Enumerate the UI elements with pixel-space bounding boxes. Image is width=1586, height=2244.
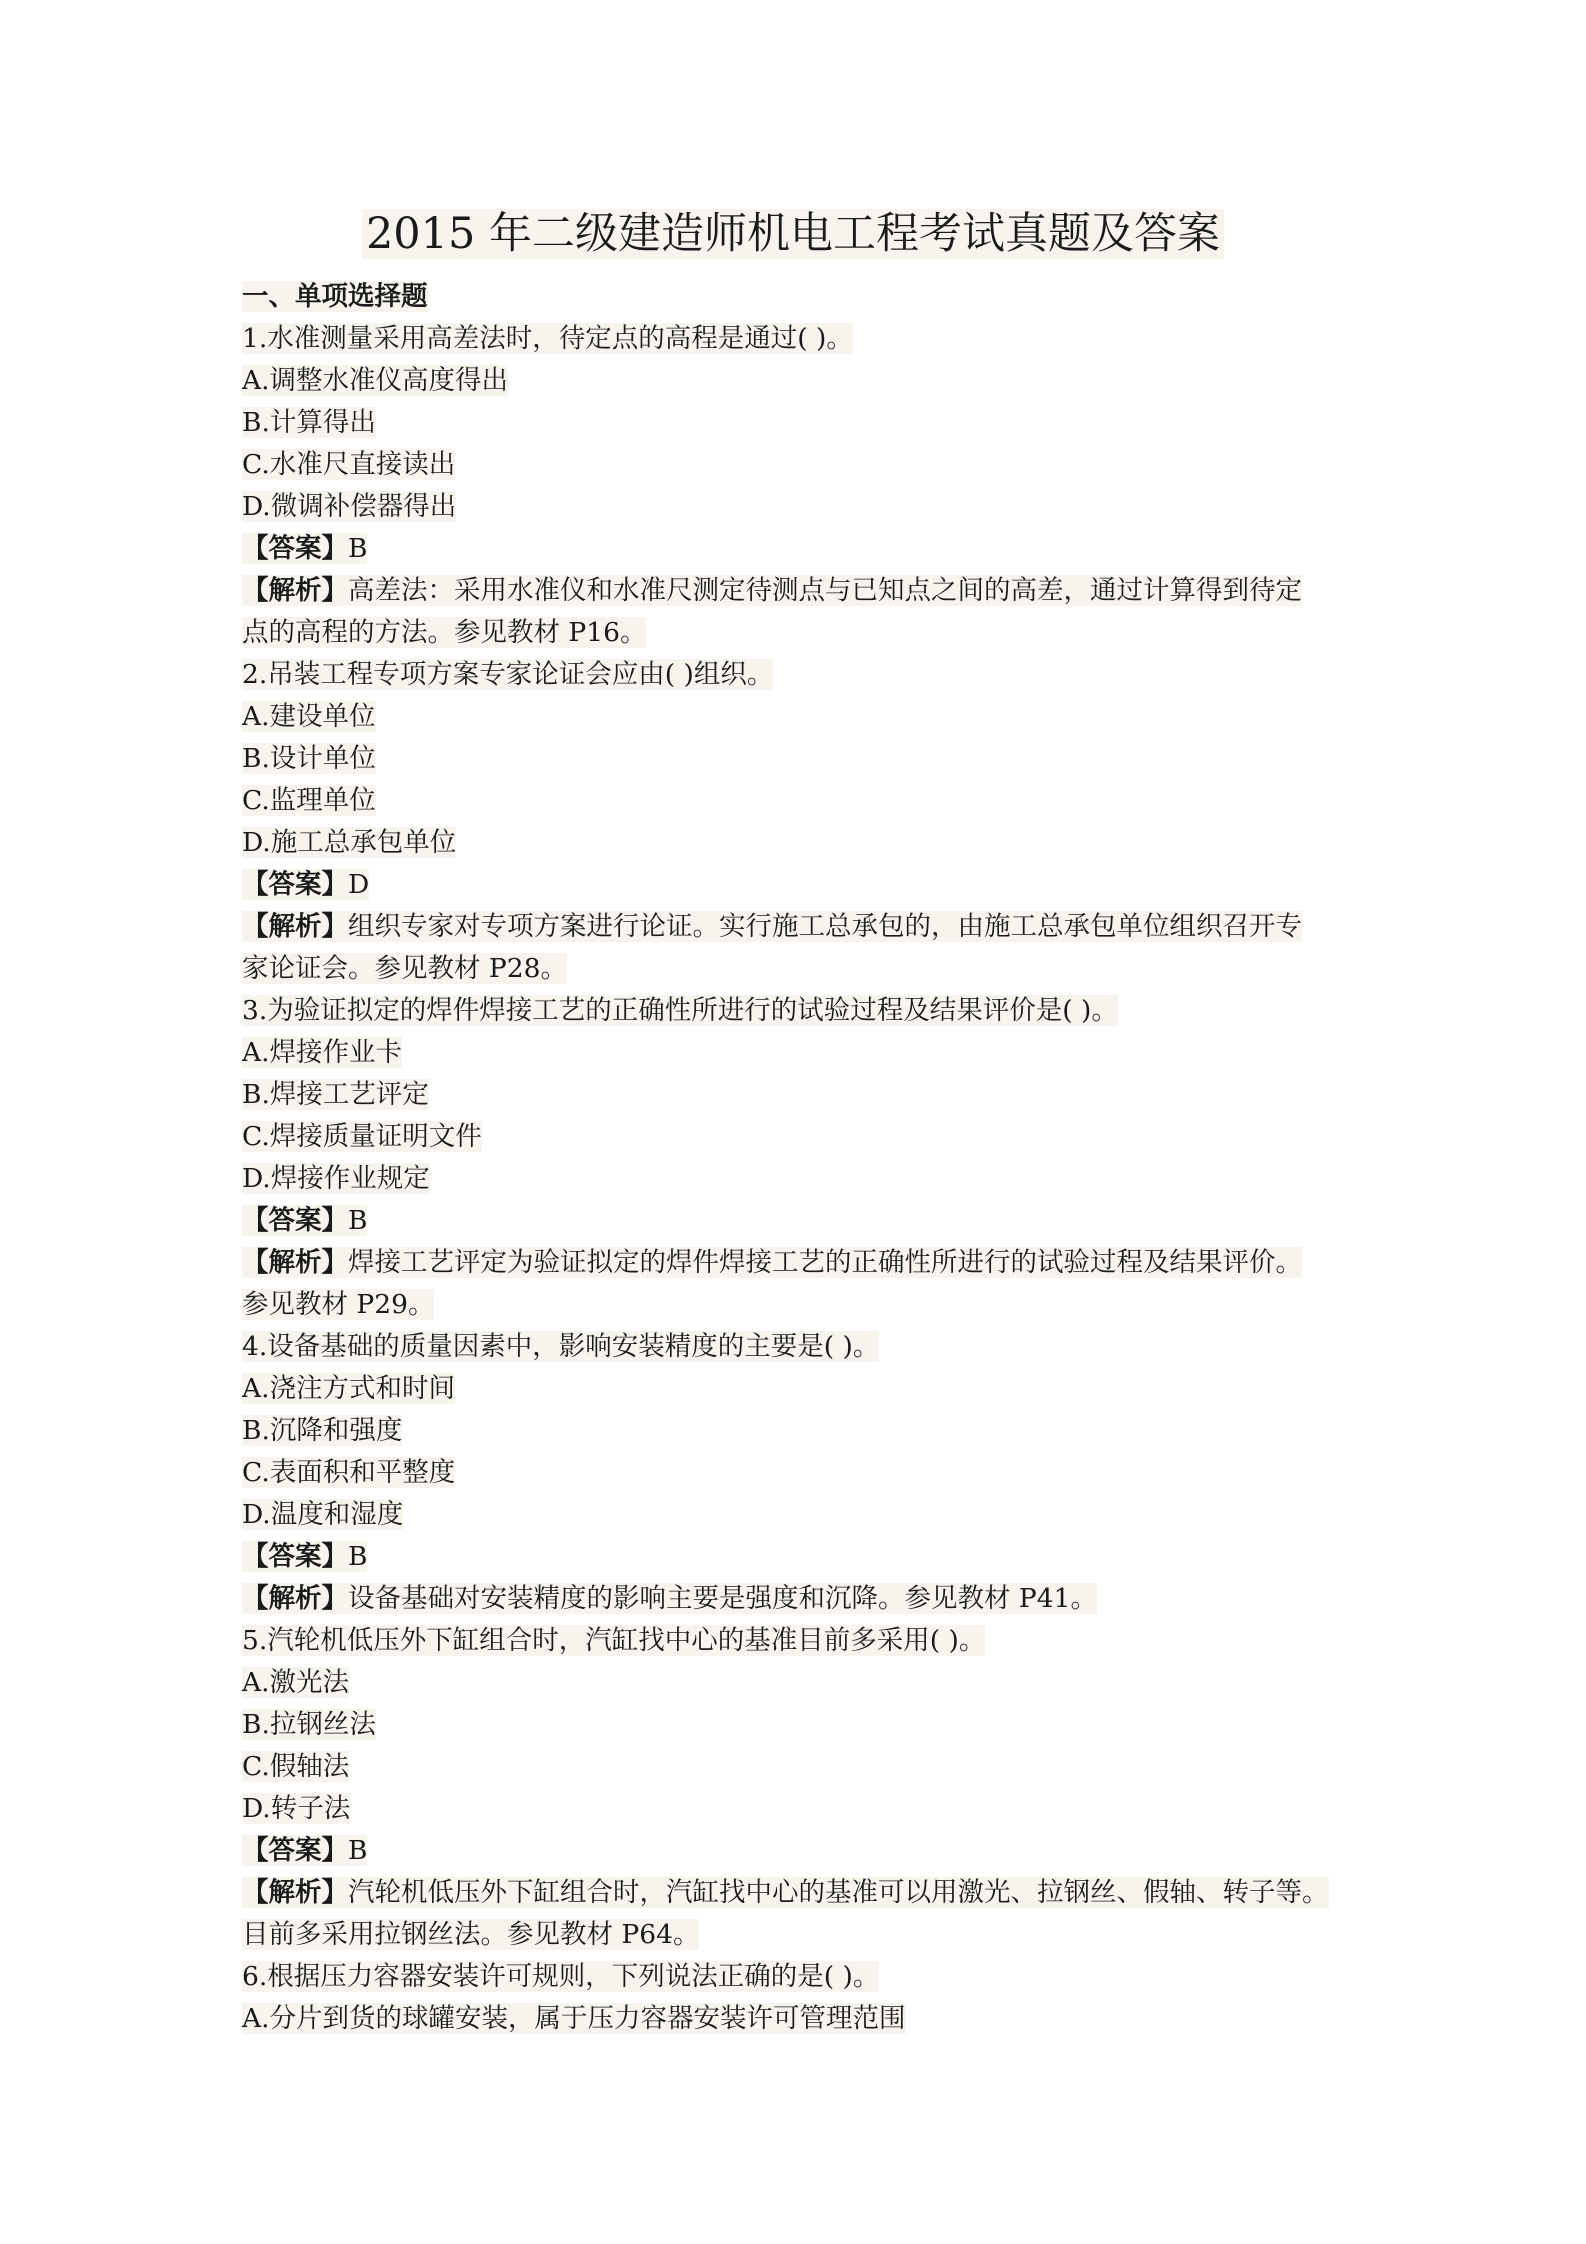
question-text: 2.吊装工程专项方案专家论证会应由( )组织。 — [242, 659, 774, 690]
question-line — [242, 318, 1362, 360]
continuation-text: 目前多采用拉钢丝法。参见教材 P64。 — [242, 1919, 700, 1950]
answer-text: B — [348, 1541, 368, 1572]
answer-line — [242, 864, 1362, 906]
continuation-text: 参见教材 P29。 — [242, 1289, 435, 1320]
option-line — [242, 360, 1362, 402]
option-text: B.焊接工艺评定 — [242, 1079, 429, 1110]
option-text: D.转子法 — [242, 1793, 351, 1824]
option-text: C.焊接质量证明文件 — [242, 1121, 482, 1152]
option-line — [242, 1998, 1362, 2040]
option-text: A.调整水准仪高度得出 — [242, 365, 509, 396]
analysis-line — [242, 1578, 1362, 1620]
analysis-text: 设备基础对安装精度的影响主要是强度和沉降。参见教材 P41。 — [348, 1583, 1097, 1614]
option-text: A.激光法 — [242, 1667, 350, 1698]
option-text: A.分片到货的球罐安装，属于压力容器安装许可管理范围 — [242, 2003, 906, 2034]
continuation-line — [242, 1914, 1362, 1956]
answer-line — [242, 1536, 1362, 1578]
answer-label: 【答案】 — [242, 869, 348, 900]
option-text: D.微调补偿器得出 — [242, 491, 457, 522]
option-text: C.监理单位 — [242, 785, 376, 816]
answer-label: 【答案】 — [242, 1835, 348, 1866]
continuation-line — [242, 1284, 1362, 1326]
option-line — [242, 1662, 1362, 1704]
analysis-text: 组织专家对专项方案进行论证。实行施工总承包的，由施工总承包单位组织召开专 — [348, 911, 1302, 942]
option-text: A.浇注方式和时间 — [242, 1373, 456, 1404]
option-text: C.水准尺直接读出 — [242, 449, 456, 480]
answer-line — [242, 1830, 1362, 1872]
document-body — [242, 276, 1362, 2040]
option-text: B.沉降和强度 — [242, 1415, 403, 1446]
option-text: D.焊接作业规定 — [242, 1163, 430, 1194]
question-line — [242, 1326, 1362, 1368]
analysis-text: 汽轮机低压外下缸组合时，汽缸找中心的基准可以用激光、拉钢丝、假轴、转子等。 — [348, 1877, 1329, 1908]
answer-text: B — [348, 533, 368, 564]
question-list — [242, 318, 1362, 2040]
option-text: B.设计单位 — [242, 743, 376, 774]
section-heading-text: 一、单项选择题 — [242, 281, 428, 312]
option-line — [242, 1074, 1362, 1116]
option-line — [242, 1746, 1362, 1788]
answer-text: B — [348, 1205, 368, 1236]
answer-text: D — [348, 869, 370, 900]
analysis-text: 高差法：采用水准仪和水准尺测定待测点与已知点之间的高差，通过计算得到待定 — [348, 575, 1302, 606]
question-text: 5.汽轮机低压外下缸组合时，汽缸找中心的基准目前多采用( )。 — [242, 1625, 986, 1656]
answer-label: 【答案】 — [242, 533, 348, 564]
option-line — [242, 1788, 1362, 1830]
option-line — [242, 1368, 1362, 1410]
continuation-line — [242, 948, 1362, 990]
option-text: D.温度和湿度 — [242, 1499, 404, 1530]
analysis-line — [242, 1872, 1362, 1914]
question-line — [242, 990, 1362, 1032]
answer-text: B — [348, 1835, 368, 1866]
analysis-line — [242, 570, 1362, 612]
option-line — [242, 1494, 1362, 1536]
analysis-label: 【解析】 — [242, 575, 348, 606]
option-line — [242, 486, 1362, 528]
continuation-line — [242, 612, 1362, 654]
option-text: A.焊接作业卡 — [242, 1037, 403, 1068]
analysis-label: 【解析】 — [242, 1877, 348, 1908]
option-line — [242, 1116, 1362, 1158]
continuation-text: 点的高程的方法。参见教材 P16。 — [242, 617, 647, 648]
option-text: C.表面积和平整度 — [242, 1457, 456, 1488]
question-text: 4.设备基础的质量因素中，影响安装精度的主要是( )。 — [242, 1331, 880, 1362]
option-text: B.拉钢丝法 — [242, 1709, 376, 1740]
option-line — [242, 1032, 1362, 1074]
option-text: A.建设单位 — [242, 701, 376, 732]
option-line — [242, 1452, 1362, 1494]
option-line — [242, 822, 1362, 864]
page-title — [0, 200, 1586, 268]
analysis-label: 【解析】 — [242, 911, 348, 942]
answer-line — [242, 528, 1362, 570]
option-line — [242, 1158, 1362, 1200]
question-text: 1.水准测量采用高差法时，待定点的高程是通过( )。 — [242, 323, 853, 354]
question-text: 6.根据压力容器安装许可规则，下列说法正确的是( )。 — [242, 1961, 880, 1992]
answer-label: 【答案】 — [242, 1205, 348, 1236]
option-line — [242, 1704, 1362, 1746]
answer-line — [242, 1200, 1362, 1242]
question-line — [242, 1620, 1362, 1662]
option-text: B.计算得出 — [242, 407, 376, 438]
continuation-text: 家论证会。参见教材 P28。 — [242, 953, 567, 984]
option-line — [242, 402, 1362, 444]
question-line — [242, 1956, 1362, 1998]
answer-label: 【答案】 — [242, 1541, 348, 1572]
question-line — [242, 654, 1362, 696]
analysis-line — [242, 1242, 1362, 1284]
option-line — [242, 696, 1362, 738]
analysis-text: 焊接工艺评定为验证拟定的焊件焊接工艺的正确性所进行的试验过程及结果评价。 — [348, 1247, 1302, 1278]
analysis-label: 【解析】 — [242, 1247, 348, 1278]
option-line — [242, 780, 1362, 822]
option-line — [242, 738, 1362, 780]
analysis-line — [242, 906, 1362, 948]
option-line — [242, 444, 1362, 486]
analysis-label: 【解析】 — [242, 1583, 348, 1614]
page-title-text: 2015 年二级建造师机电工程考试真题及答案 — [362, 209, 1224, 259]
section-heading — [242, 276, 1362, 318]
option-text: C.假轴法 — [242, 1751, 350, 1782]
option-line — [242, 1410, 1362, 1452]
question-text: 3.为验证拟定的焊件焊接工艺的正确性所进行的试验过程及结果评价是( )。 — [242, 995, 1118, 1026]
option-text: D.施工总承包单位 — [242, 827, 457, 858]
